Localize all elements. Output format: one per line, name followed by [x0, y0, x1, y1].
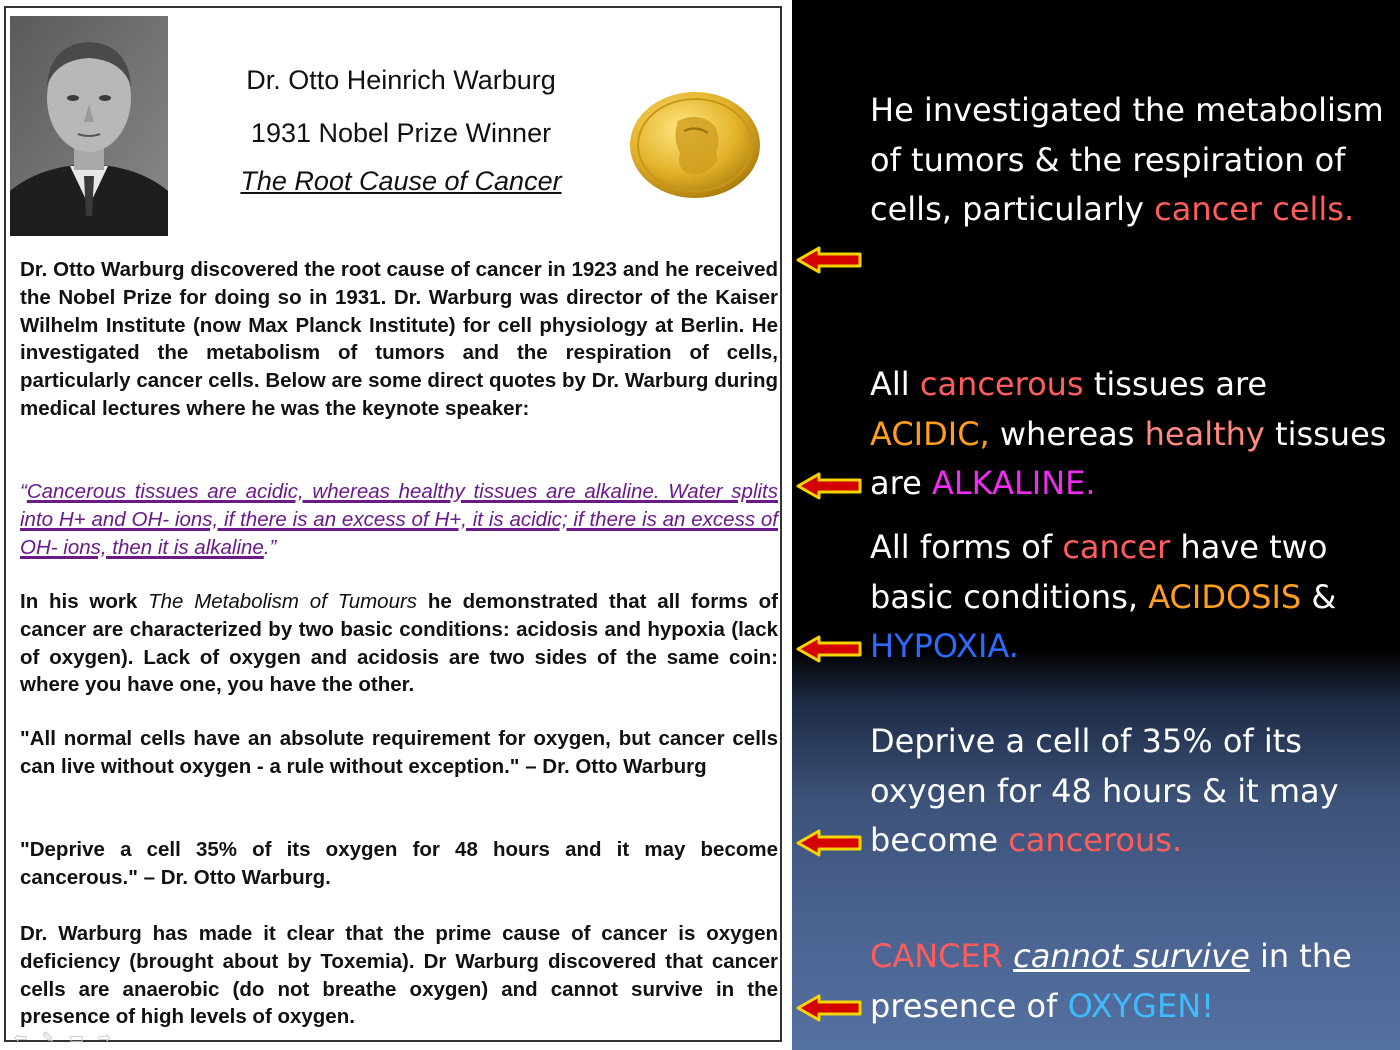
- arrow-left-icon: [795, 472, 863, 500]
- statement-cannot-survive: [870, 932, 1390, 1031]
- close-quote-mark: .”: [263, 535, 277, 559]
- statement-metabolism: [870, 86, 1390, 235]
- statement-text: whereas: [989, 414, 1145, 453]
- statement-deprive-oxygen: [870, 717, 1390, 866]
- statement-acidic-alkaline: [870, 360, 1390, 509]
- portrait-photo: [10, 16, 168, 236]
- document-frame: [4, 6, 782, 1047]
- document-title: Dr. Otto Heinrich Warburg: [246, 65, 556, 95]
- statement-text: All forms of: [870, 528, 1063, 566]
- highlight-cancer-cells: cancer cells.: [1154, 190, 1355, 228]
- metabolism-paragraph: [20, 588, 778, 699]
- highlight-cancerous: cancerous.: [1008, 821, 1183, 859]
- highlight-cancer: cancer: [1062, 528, 1171, 566]
- highlight-cancerous: cancerous: [919, 365, 1084, 403]
- highlight-cancer-word: CANCER: [870, 937, 1003, 975]
- pen-icon[interactable]: ✎: [41, 1030, 55, 1047]
- statement-text: &: [1301, 577, 1337, 616]
- statement-text: in the presence of: [870, 937, 1352, 1025]
- slide-nav-controls: [14, 1028, 111, 1048]
- highlight-healthy: healthy: [1144, 414, 1265, 453]
- next-slide-icon[interactable]: ⇨: [97, 1030, 112, 1047]
- metabolism-body: he demonstrated that all forms of cancer are characterized by two basic conditions: acidosis and hypoxia (lack of oxygen). Lack of oxygen and acidosis are two sides of the same coin: where you have one, you have the other.: [20, 590, 778, 697]
- metabolism-lead: In his work: [20, 590, 149, 613]
- highlight-alkaline: ALKALINE.: [931, 464, 1096, 502]
- highlight-acidic: ACIDIC,: [870, 414, 990, 453]
- highlight-oxygen: OXYGEN!: [1067, 986, 1214, 1025]
- statement-two-conditions: [870, 523, 1390, 672]
- open-quote-mark: “: [20, 480, 27, 503]
- arrow-left-icon: [795, 635, 863, 663]
- arrow-left-icon: [795, 246, 863, 274]
- book-title: The Metabolism of Tumours: [148, 590, 418, 613]
- slide-menu-icon[interactable]: ▭: [68, 1030, 84, 1047]
- acidic-quote-text: Cancerous tissues are acidic, whereas healthy tissues are alkaline. Water splits into H+ and OH- ions, if there is an excess of H+, it is acidic; if there is an excess of OH- ions, then it is alkaline: [20, 480, 778, 559]
- statement-text: He investigated the metabolism of tumors & the respiration of cells, particularly: [870, 91, 1384, 228]
- highlight-hypoxia: HYPOXIA.: [870, 627, 1019, 665]
- intro-paragraph: Dr. Otto Warburg discovered the root cause of cancer in 1923 and he received the Nobel Prize for doing so in 1931. Dr. Warburg was director of the Kaiser Wilhelm Institute (now Max Planck Institute) for cell physiology at Berlin. He investigated the metabolism of tumors and the respiration of cells, particularly cancer cells. Below are some direct quotes by Dr. Warburg during medical lectures where he was the keynote speaker:: [20, 258, 778, 420]
- nobel-medal-icon: [628, 91, 762, 199]
- statement-text: All: [870, 365, 920, 403]
- prev-slide-icon[interactable]: ⇦: [14, 1030, 28, 1047]
- statement-text: tissues are: [870, 414, 1387, 502]
- highlight-acidosis: ACIDOSIS: [1148, 577, 1302, 616]
- statement-text: have two basic conditions,: [870, 528, 1328, 616]
- document-heading: The Root Cause of Cancer: [240, 166, 562, 196]
- statement-text: tissues are: [1083, 365, 1268, 403]
- statement-text: Deprive a cell of 35% of its oxygen for 48 hours & it may become: [870, 722, 1339, 859]
- arrow-left-icon: [795, 829, 863, 857]
- acidic-quote-paragraph: [20, 478, 778, 561]
- slide-panel: [792, 0, 1400, 1050]
- arrow-left-icon: [795, 994, 863, 1022]
- oxygen-requirement-quote: "All normal cells have an absolute requirement for oxygen, but cancer cells can live without oxygen - a rule without exception." – Dr. Otto Warburg: [20, 727, 778, 778]
- deprive-cell-quote: "Deprive a cell 35% of its oxygen for 48 hours and it may become cancerous." – Dr. Otto Warburg.: [20, 838, 778, 889]
- document-subtitle: 1931 Nobel Prize Winner: [250, 118, 552, 148]
- statement-text: [1003, 937, 1013, 975]
- highlight-cannot-survive: cannot survive: [1013, 937, 1250, 975]
- prime-cause-paragraph: Dr. Warburg has made it clear that the prime cause of cancer is oxygen deficiency (brought about by Toxemia). Dr Warburg discovered that cancer cells are anaerobic (do not breathe oxygen) and cannot survive in the presence of high levels of oxygen.: [20, 922, 778, 1029]
